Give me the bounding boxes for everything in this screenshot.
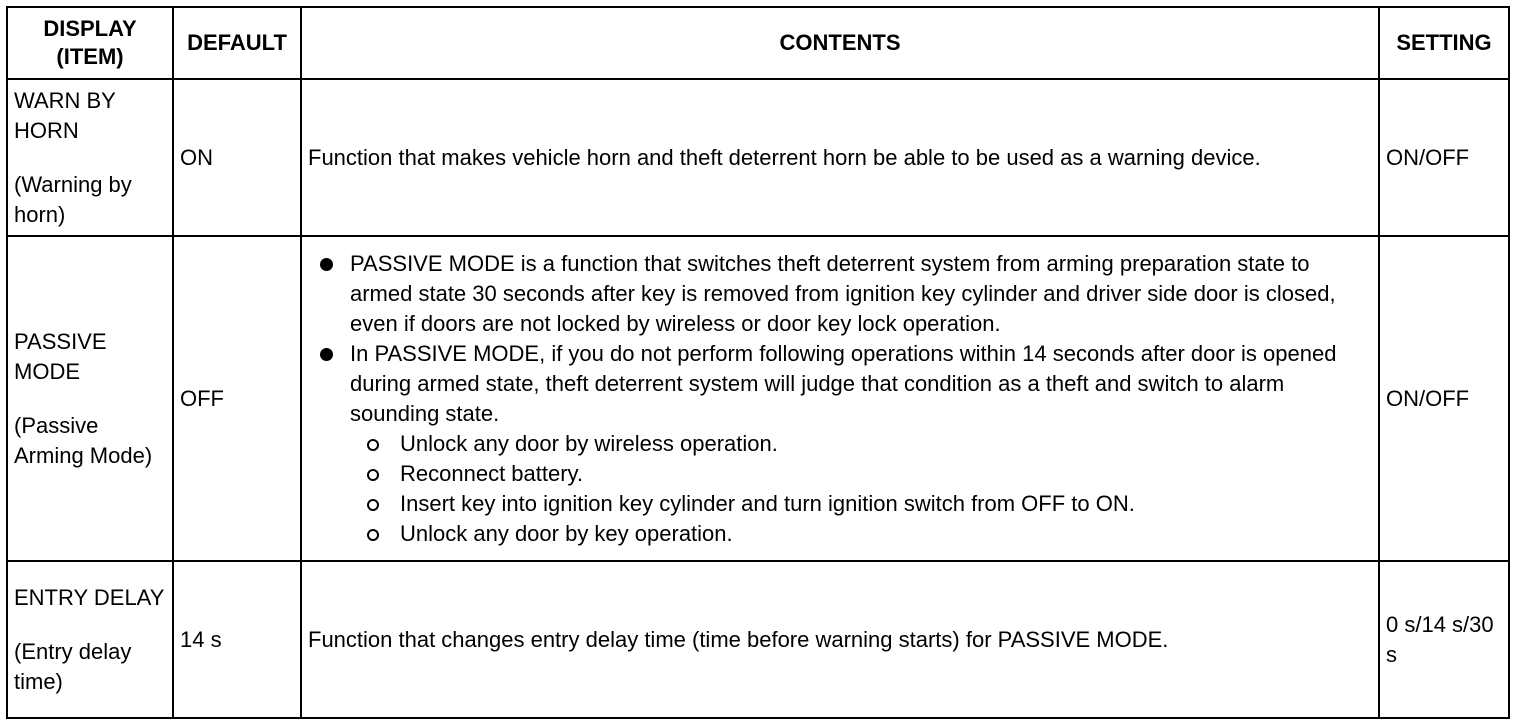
contents-cell: Function that makes vehicle horn and theft deterrent horn be able to be used as a warning device. — [301, 79, 1379, 236]
table-row — [7, 561, 1509, 718]
header-contents: CONTENTS — [301, 7, 1379, 79]
item-name: PASSIVE MODE — [14, 328, 107, 384]
sub-item: Insert key into ignition key cylinder and turn ignition switch from OFF to ON. — [400, 489, 1372, 519]
display-item-cell — [7, 79, 173, 236]
sub-list — [350, 429, 1372, 549]
default-cell: OFF — [173, 236, 301, 561]
setting-cell: ON/OFF — [1379, 236, 1509, 561]
display-item-cell — [7, 236, 173, 561]
table-row — [7, 236, 1509, 561]
contents-cell — [301, 236, 1379, 561]
sub-item: Reconnect battery. — [400, 459, 1372, 489]
setting-cell: ON/OFF — [1379, 79, 1509, 236]
header-row — [7, 7, 1509, 79]
item-name: ENTRY DELAY — [14, 584, 165, 610]
header-display-item: DISPLAY (ITEM) — [7, 7, 173, 79]
default-cell: ON — [173, 79, 301, 236]
default-cell: 14 s — [173, 561, 301, 718]
bullet-text: In PASSIVE MODE, if you do not perform following operations within 14 seconds after door is opened during armed state, theft deterrent system will judge that condition as a theft and switch to alarm sounding state. — [350, 340, 1337, 426]
item-subtitle: (Warning by horn) — [14, 171, 132, 227]
item-subtitle: (Entry delay time) — [14, 638, 132, 694]
bullet-item — [350, 339, 1372, 549]
setting-cell: 0 s/14 s/30 s — [1379, 561, 1509, 718]
table-row — [7, 79, 1509, 236]
settings-table — [6, 6, 1510, 719]
bullet-item: PASSIVE MODE is a function that switches theft deterrent system from arming preparation state to armed state 30 seconds after key is removed from ignition key cylinder and driver side door is closed, even if doors are not locked by wireless or door key lock operation. — [350, 249, 1372, 339]
display-item-cell — [7, 561, 173, 718]
header-setting: SETTING — [1379, 7, 1509, 79]
header-default: DEFAULT — [173, 7, 301, 79]
sub-item: Unlock any door by wireless operation. — [400, 429, 1372, 459]
contents-cell: Function that changes entry delay time (time before warning starts) for PASSIVE MODE. — [301, 561, 1379, 718]
item-subtitle: (Passive Arming Mode) — [14, 412, 153, 468]
item-name: WARN BY HORN — [14, 87, 116, 143]
sub-item: Unlock any door by key operation. — [400, 519, 1372, 549]
bullet-list — [308, 249, 1372, 549]
